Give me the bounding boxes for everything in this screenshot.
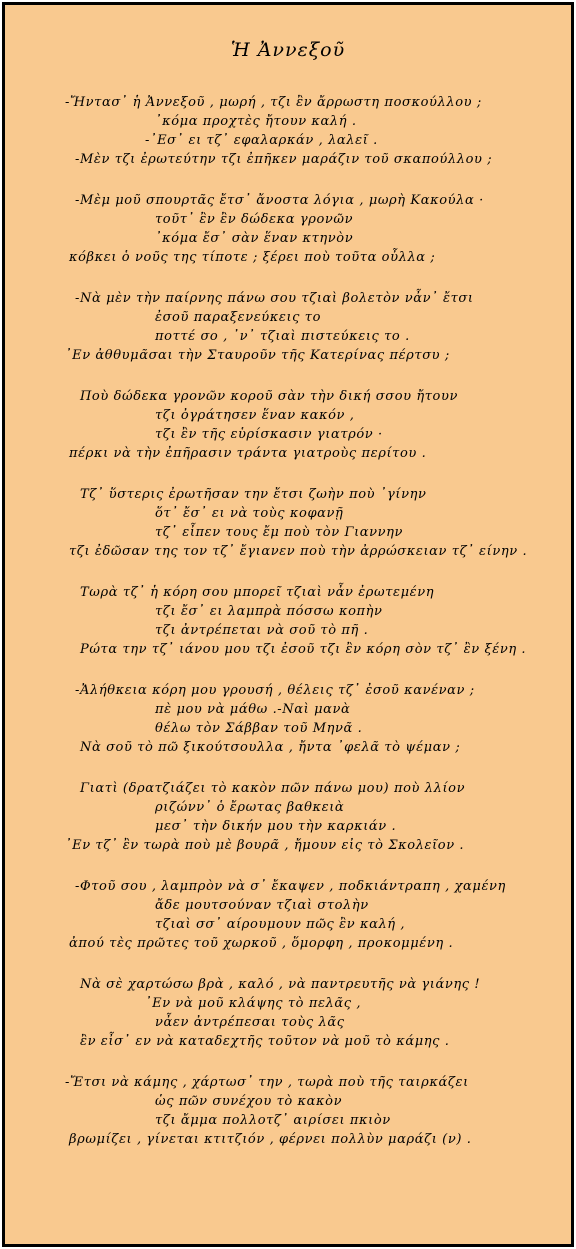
poem-line: ᾽Εν νὰ μοῦ κλάψης τὸ πελᾶς , <box>145 996 362 1011</box>
stanza <box>5 93 571 169</box>
stanza <box>5 877 571 953</box>
poem-line: πὲ μου νὰ μάθω .-Ναὶ μανὰ <box>155 702 351 717</box>
poem-line: Τωρὰ τζ᾽ ἡ κόρη σου μπορεῖ τζιαὶ νἆν ἐρωτεμένη <box>80 585 435 600</box>
poem-line: τζιαὶ σσ᾽ αίρουμουν πῶς ἒν καλή , <box>155 917 406 932</box>
poem-line: ὡς πῶν συνέχου τὸ κακὸν <box>155 1094 343 1109</box>
poem-line: τζι ἔσ᾽ ει λαμπρὰ πόσσω κοπὴν <box>155 604 383 619</box>
poem-line: ἄδε μουτσούναν τζιαὶ στολὴν <box>155 898 369 913</box>
stanza <box>5 1073 571 1149</box>
stanza <box>5 779 571 855</box>
poem-line: Νὰ σοῦ τὸ πῶ ξικούτσουλλα , ἤντα ᾽φελᾶ τὸ ψέμαν ; <box>80 740 461 755</box>
poem-line: τζι ἐδῶσαν της τον τζ᾽ ἔγιανεν ποὺ τὴν ἀρρώσκειαν τζ᾽ είνην . <box>69 544 528 559</box>
poem-line: τζ᾽ εἶπεν τους ἔμ ποὺ τὸν Γιαννην <box>155 525 404 540</box>
poem-page <box>2 2 574 1247</box>
poem-line: -Νὰ μὲν τὴν παίρνης πάνω σου τζιαὶ βολετὸν νἆν᾽ ἔτσι <box>75 291 474 306</box>
poem-line: Ποὺ δώδεκα γρονῶν κοροῦ σὰν τὴν δική σσου ἤτουν <box>80 389 458 404</box>
poem-line: ριζώνν᾽ ὁ ἔρωτας βαθκειὰ <box>155 800 345 815</box>
poem-line: Νὰ σὲ χαρτώσω βρὰ , καλό , νὰ παντρευτῆς νὰ γιάνης ! <box>80 977 481 992</box>
poem-line: -Μὲν τζι ἐρωτεύτην τζι ἐπῆκεν μαράζιν τοῦ σκαπούλλου ; <box>75 152 493 167</box>
poem-line: -Ἤντασ᾽ ἡ Ἀννεξοῦ , μωρή , τζι ἒν ἄρρωστη ποσκούλλου ; <box>65 95 482 110</box>
poem-line: ἐσοῦ παραξενεύκεις το <box>155 310 322 325</box>
poem-line: βρωμίζει , γίνεται κτιτζιόν , φέρνει πολλὺν μαράζι (ν) . <box>69 1132 472 1147</box>
stanza <box>5 681 571 757</box>
poem-line: ἒν εἶσ᾽ εν νὰ καταδεχτῆς τοῦτον νὰ μοῦ τὸ κάμης . <box>80 1034 450 1049</box>
poem-line: μεσ᾽ τὴν δικήν μου τὴν καρκιάν . <box>155 819 397 834</box>
stanza <box>5 583 571 659</box>
poem-line: τζι ὀγράτησεν ἕναν κακόν , <box>155 408 355 423</box>
stanza <box>5 289 571 365</box>
poem-line: ὅτ᾽ ἔσ᾽ ει νὰ τοὺς κοφανῇ <box>155 506 344 521</box>
poem-line: -᾽Εσ᾽ ει τζ᾽ εφαλαρκάν , λαλεῖ . <box>145 133 378 148</box>
poem-line: ᾽κόμα προχτὲς ἤτουν καλή . <box>155 114 357 129</box>
poem-line: -Ἔτσι νὰ κάμης , χάρτωσ᾽ την , τωρὰ ποὺ τῆς ταιρκάζει <box>65 1075 469 1090</box>
stanza <box>5 191 571 267</box>
stanza <box>5 975 571 1051</box>
poem-line: κόβκει ὁ νοῦς της τίποτε ; ξέρει ποὺ τοῦτα οὖλλα ; <box>69 250 436 265</box>
poem-line: θέλω τὸν Σάββαν τοῦ Μηνᾶ . <box>155 721 363 736</box>
poem-line: τζι ἀντρέπεται νὰ σοῦ τὸ πῆ . <box>155 623 369 638</box>
poem-line: ᾽Εν ἀθθυμᾶσαι τὴν Σταυροῦν τῆς Κατερίνας πέρτσυ ; <box>65 348 450 363</box>
poem-title: Ἡ Ἀννεξοῦ <box>230 39 346 61</box>
poem-line: τοῦτ᾽ ἒν ἒν δώδεκα γρονῶν <box>155 212 354 227</box>
poem-line: ᾽Εν τζ᾽ ἒν τωρὰ ποὺ μὲ βουρᾶ , ἤμουν εἰς τὸ Σκολεῖον . <box>65 838 465 853</box>
poem-line: τζι ἒν τῆς εὑρίσκασιν γιατρόν · <box>155 427 383 442</box>
poem-line: -Μὲμ μοῦ σπουρτᾶς ἔτσ᾽ ἄνοστα λόγια , μωρὴ Κακούλα · <box>75 193 484 208</box>
poem-line: -Ἀλήθκεια κόρη μου γρουσή , θέλεις τζ᾽ ἐσοῦ κανέναν ; <box>75 683 475 698</box>
poem-body <box>5 93 571 1171</box>
poem-line: ποττέ σο , ᾽ν᾽ τζιαὶ πιστεύκεις το . <box>155 329 410 344</box>
poem-line: νἆεν ἀντρέπεσαι τοὺς λᾶς <box>155 1015 345 1030</box>
poem-line: ᾽κόμα ἔσ᾽ σὰν ἕναν κτηνὸν <box>155 231 354 246</box>
poem-line: Γιατὶ (δρατζιάζει τὸ κακὸν πῶν πάνω μου) ποὺ λλίον <box>80 781 466 796</box>
stanza <box>5 387 571 463</box>
poem-line: πέρκι νὰ τὴν ἐπῆρασιν τράντα γιατροὺς περίτου . <box>69 446 427 461</box>
poem-line: Τζ᾽ ὕστερις ἐρωτῆσαν την ἔτσι ζωὴν ποὺ ᾽γίνην <box>80 487 427 502</box>
poem-line: -Φτοῦ σου , λαμπρὸν νὰ σ᾽ ἔκαψεν , ποδκιάντραπη , χαμένη <box>75 879 506 894</box>
stanza <box>5 485 571 561</box>
poem-line: ἀπού τὲς πρῶτες τοῦ χωρκοῦ , ὅμορφη , προκομμένη . <box>69 936 454 951</box>
poem-line: Ρώτα την τζ᾽ ιάνου μου τζι ἐσοῦ τζι ἒν κόρη σὸν τζ᾽ ἒν ξένη . <box>80 642 527 657</box>
poem-line: τζι ἄμμα πολλοτζ᾽ αιρίσει πκιὸν <box>155 1113 391 1128</box>
